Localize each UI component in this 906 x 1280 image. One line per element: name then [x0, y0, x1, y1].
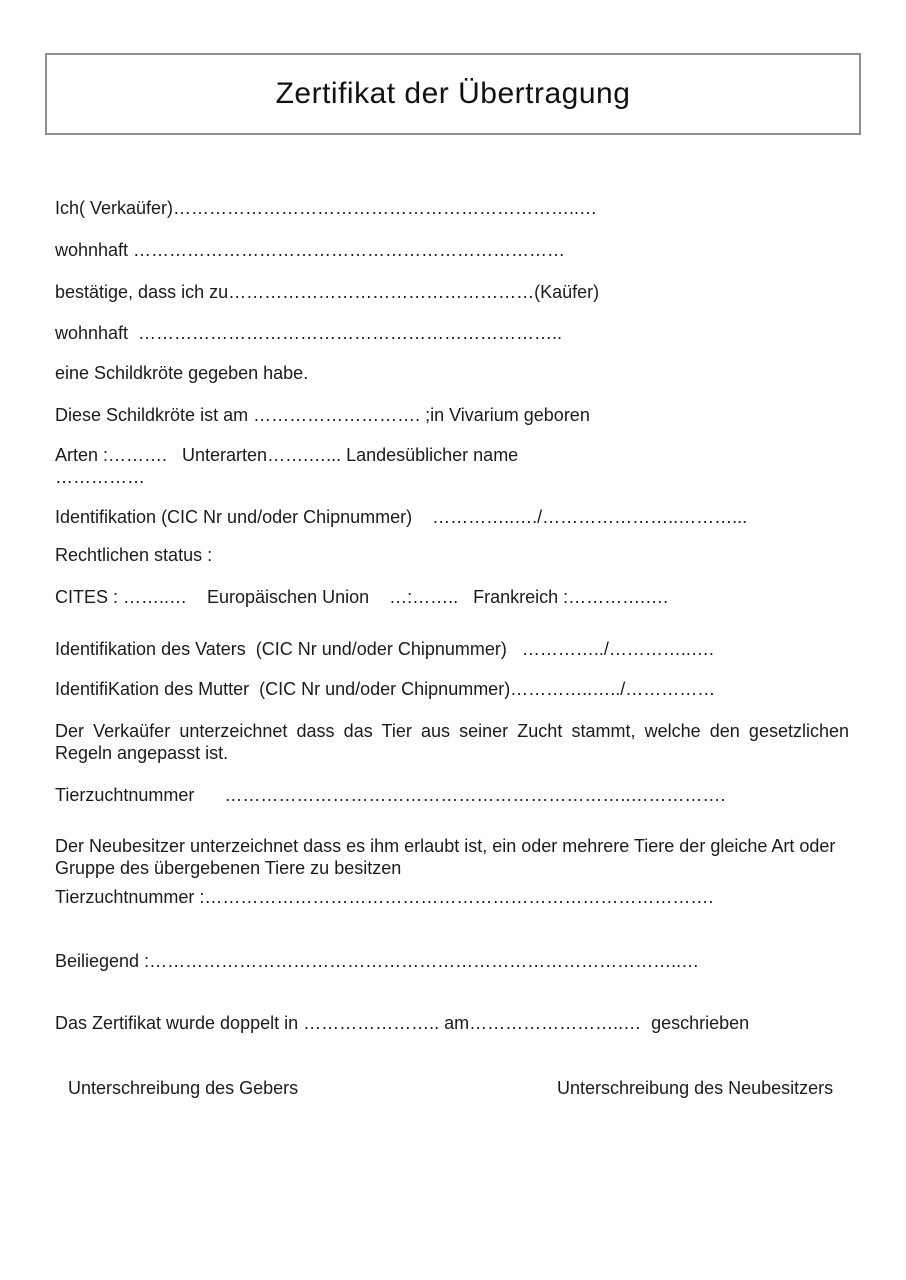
document-title: Zertifikat der Übertragung: [275, 77, 631, 110]
owner-declaration-line-1: Der Neubesitzer unterzeichnet dass es ihm erlaubt ist, ein oder mehrere Tiere der gleiche Art oder: [55, 836, 836, 856]
buyer-address-line: wohnhaft ……………………………………………………………..: [55, 323, 563, 343]
mother-identification-line: IdentifiKation des Mutter (CIC Nr und/oder Chipnummer)…………..…../……………: [55, 679, 716, 699]
buyer-line: bestätige, dass ich zu……………………………………………(Kaüfer): [55, 282, 600, 302]
seller-name-line: Ich( Verkaüfer)…………………………………………………………..…: [55, 198, 598, 218]
birth-date-line: Diese Schildkröte ist am ………………………. ;in Vivarium geboren: [55, 405, 590, 425]
seller-address-line: wohnhaft ………………………………………………………………: [55, 240, 566, 260]
species-line-continued: ……………: [55, 467, 145, 487]
owner-breeding-number-line: Tierzuchtnummer :………………………………………………………………………….: [55, 887, 714, 907]
signature-giver-label: Unterschreibung des Gebers: [68, 1078, 299, 1098]
signature-new-owner-label: Unterschreibung des Neubesitzers: [557, 1078, 834, 1098]
title-box: [45, 53, 861, 135]
identification-line: Identifikation (CIC Nr und/oder Chipnummer) …………..…./…………………..………...: [55, 507, 748, 527]
seller-breeding-number-line: Tierzuchtnummer …………………………………………………………..…………….: [55, 785, 726, 805]
cites-line: CITES : ……..… Europäischen Union …:…….. Frankreich :………….….: [55, 587, 669, 607]
father-identification-line: Identifikation des Vaters (CIC Nr und/oder Chipnummer) …………../…………..….: [55, 639, 714, 659]
seller-declaration-line-2: Regeln angepasst ist.: [55, 743, 229, 763]
species-line: Arten :………. Unterarten…….…... Landesüblicher name: [55, 445, 519, 465]
legal-status-label: Rechtlichen status :: [55, 545, 213, 565]
enclosed-documents-line: Beiliegend :……………………………………………………………………………..…: [55, 951, 700, 971]
seller-declaration-line-1: Der Verkaüfer unterzeichnet dass das Tier aus seiner Zucht stammt, welche den gesetzlichen: [55, 721, 849, 741]
duplicate-written-line: Das Zertifikat wurde doppelt in ………………….. am……………………..… geschrieben: [55, 1013, 750, 1033]
owner-declaration-line-2: Gruppe des übergebenen Tiere zu besitzen: [55, 858, 402, 878]
turtle-given-line: eine Schildkröte gegeben habe.: [55, 363, 309, 383]
